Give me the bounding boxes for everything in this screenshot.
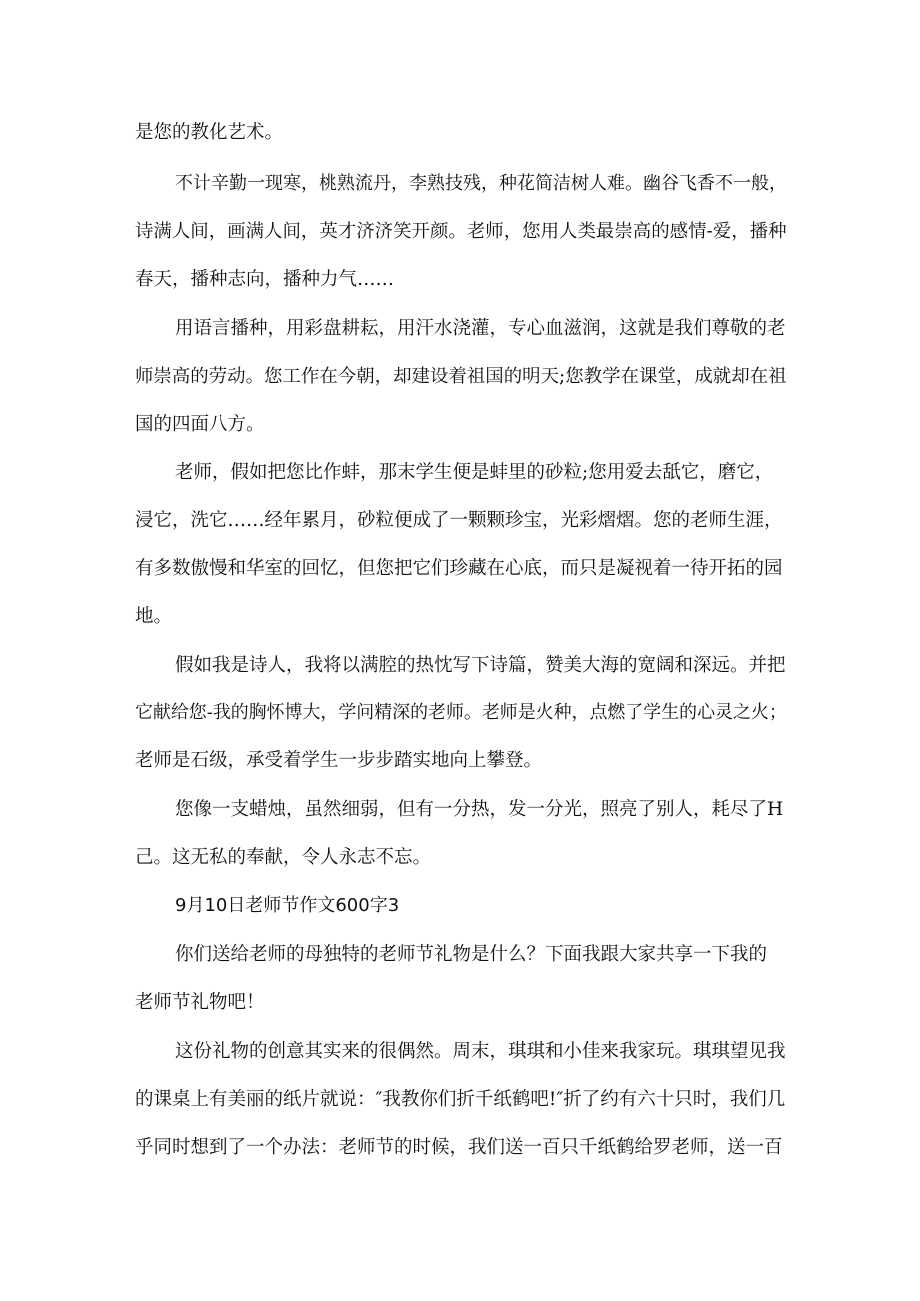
paragraph-first-line: 这份礼物的创意其实来的很偶然。周末，琪琪和小佳来我家玩。琪琪望见我 <box>175 1041 786 1062</box>
text-line: 的课桌上有美丽的纸片就说：″我教你们折千纸鹤吧!″折了约有六十只时，我们几 <box>135 1089 786 1110</box>
text-line: 老师是石级，承受着学生一步步踏实地向上攀登。 <box>135 750 543 771</box>
text-line: 春天，播种志向，播种力气…… <box>135 269 395 290</box>
text-line: 诗满人间，画满人间，英才济济笑开颜。老师，您用人类最崇高的感情-爱，播种 <box>135 221 787 242</box>
text-line: 是您的教化艺术。 <box>135 122 284 143</box>
section-heading: 9月10日老师节作文600字3 <box>175 895 400 916</box>
paragraph-first-line: 用语言播种，用彩盘耕耘，用汗水浇灌，专心血滋润，这就是我们尊敬的老 <box>175 318 786 339</box>
text-line: 它献给您-我的胸怀博大，学问精深的老师。老师是火种，点燃了学生的心灵之火； <box>135 702 787 723</box>
paragraph-first-line: 老师，假如把您比作蚌，那末学生便是蚌里的砂粒;您用爱去舐它，磨它， <box>175 462 774 483</box>
text-line: 国的四面八方。 <box>135 414 265 435</box>
paragraph-first-line: 你们送给老师的母独特的老师节礼物是什么？下面我跟大家共享一下我的 <box>175 944 768 965</box>
paragraph-first-line: 您像一支蜡烛，虽然细弱，但有一分热，发一分光，照亮了别人，耗尽了H <box>175 799 784 820</box>
text-line: 乎同时想到了一个办法：老师节的时候，我们送一百只千纸鹤给罗老师，送一百 <box>135 1137 783 1158</box>
text-line: 师崇高的劳动。您工作在今朝，却建设着祖国的明天;您教学在课堂，成就却在祖 <box>135 366 787 387</box>
text-line: 地。 <box>135 606 173 627</box>
text-line: 浸它，洗它……经年累月，砂粒便成了一颗颗珍宝，光彩熠熠。您的老师生涯， <box>135 510 783 531</box>
text-line: 老师节礼物吧！ <box>135 992 265 1013</box>
text-line: 己。这无私的奉献，令人永志不忘。 <box>135 847 432 868</box>
paragraph-first-line: 不计辛勤一现寒，桃熟流丹，李熟技残，种花简洁树人难。幽谷飞香不一般， <box>175 173 787 194</box>
paragraph-first-line: 假如我是诗人，我将以满腔的热忱写下诗篇，赞美大海的宽阔和深远。并把 <box>175 655 786 676</box>
text-line: 有多数傲慢和华室的回忆，但您把它们珍藏在心底，而只是凝视着一待开拓的园 <box>135 558 783 579</box>
